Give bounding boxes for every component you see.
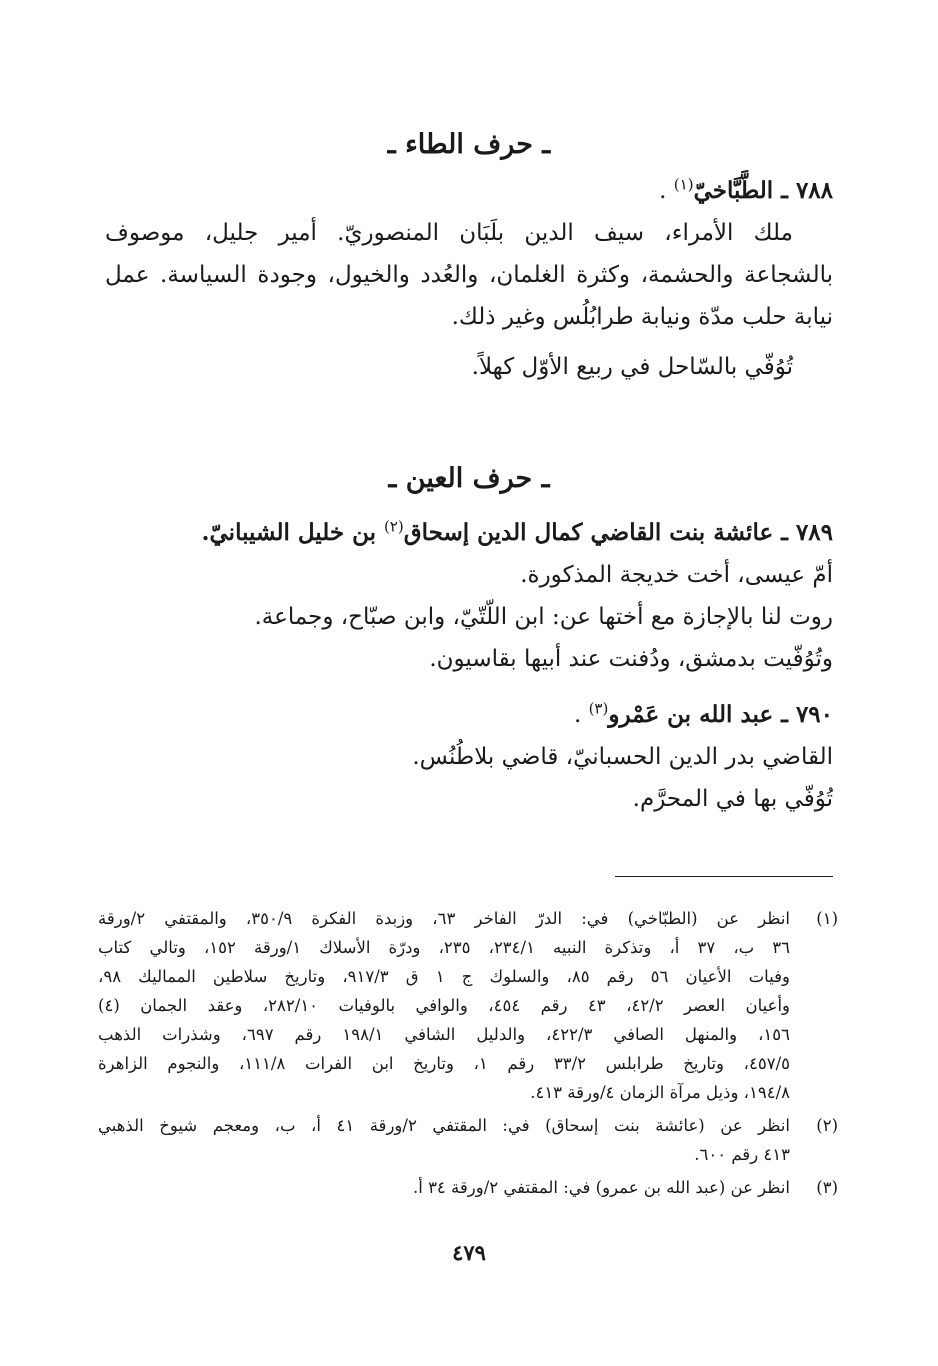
footnote-2-number: (٢): [816, 1116, 838, 1135]
footnote-2-line-2: ٤١٣ رقم ٦٠٠.: [694, 1145, 790, 1164]
entry-790-line-2: تُوُفّي بها في المحرَّم.: [632, 786, 833, 812]
section-heading-ain: [0, 462, 938, 496]
footnote-1: [98, 904, 838, 1107]
entry-788-line-2: بالشجاعة والحشمة، وكثرة الغلمان، والعُدد والخيول، وجودة السياسة. عمل: [105, 262, 833, 288]
footnote-3-number: (٣): [816, 1178, 838, 1197]
footnote-1-line-6: ٤٥٧/٥، وتاريخ طرابلس ٣٣/٢ رقم ١، وتاريخ ابن الفرات ١١١/٨، والنجوم الزاهرة: [98, 1054, 790, 1073]
footnote-1-line-5: ١٥٦، والمنهل الصافي ٤٢٢/٣، والدليل الشافي ١٩٨/١ رقم ٦٩٧، وشذرات الذهب: [98, 1025, 790, 1044]
entry-790: [105, 694, 833, 820]
footnote-1-line-3: وفيات الأعيان ٥٦ رقم ٨٥، والسلوك ج ١ ق ٩١٧/٣، وتاريخ سلاطين المماليك ٩٨،: [98, 967, 790, 986]
page-number: ٤٧٩: [452, 1240, 486, 1265]
footnote-2: [98, 1111, 838, 1169]
entry-789-line-3: وتُوُفّيت بدمشق، ودُفنت عند أبيها بقاسيون.: [429, 646, 833, 672]
footnote-3: [98, 1173, 838, 1202]
entry-789-line-2: روت لنا بالإجازة مع أختها عن: ابن اللّتّيّ، وابن صبّاح، وجماعة.: [254, 604, 833, 630]
entry-788-title-line: [105, 170, 833, 212]
footnote-separator: [615, 876, 833, 877]
entry-789-title-end: بن خليل الشيبانيّ.: [201, 519, 384, 546]
section-heading-ain-text: ـ حرف العين ـ: [388, 463, 550, 494]
footnotes: [98, 904, 838, 1202]
footnote-1-line-4: وأعيان العصر ٤٢/٢، ٤٣ رقم ٤٥٤، والوافي بالوفيات ٢٨٢/١٠، وعقد الجمان (٤): [98, 996, 790, 1015]
entry-790-title-line: [105, 694, 833, 736]
section-heading-ta: [0, 128, 938, 162]
entry-788-death: تُوُفّي بالسّاحل في ربيع الأوّل كهلاً.: [471, 354, 793, 380]
entry-789-line-1: أمّ عيسى، أخت خديجة المذكورة.: [520, 562, 833, 588]
entry-788-title: ٧٨٨ ـ الطَّبَّاخيّ: [693, 177, 833, 204]
entry-789: [105, 512, 833, 680]
footnote-1-number: (١): [816, 909, 838, 928]
entry-790-line-1: القاضي بدر الدين الحسبانيّ، قاضي بلاطُنُس.: [412, 744, 833, 770]
footnote-1-line-2: ٣٦ ب، ٣٧ أ، وتذكرة النبيه ٢٣٤/١، ٢٣٥، ودرّة الأسلاك ١/ورقة ١٥٢، وتالي كتاب: [98, 938, 791, 957]
entry-790-title-end: .: [573, 702, 589, 728]
footnote-1-line-7: ١٩٤/٨، وذيل مرآة الزمان ٤/ورقة ٤١٣.: [530, 1083, 790, 1102]
entry-789-title-line: [105, 512, 833, 554]
footnote-1-line-1: انظر عن (الطبّاخي) في: الدرّ الفاخر ٦٣، وزبدة الفكرة ٣٥٠/٩، والمقتفي ٢/ورقة: [98, 909, 791, 928]
entry-790-title: ٧٩٠ ـ عبد الله بن عَمْرو: [608, 701, 833, 728]
entry-789-note-ref[interactable]: (٢): [384, 517, 404, 536]
entry-788-line-1: ملك الأمراء، سيف الدين بلَبَان المنصوريّ. أمير جليل، موصوف: [105, 220, 793, 246]
entry-790-note-ref[interactable]: (٣): [588, 699, 609, 718]
footnote-2-line-1: انظر عن (عائشة بنت إسحاق) في: المقتفي ٢/ورقة ٤١ أ، ب، ومعجم شيوخ الذهبي: [98, 1116, 791, 1135]
entry-789-title: ٧٨٩ ـ عائشة بنت القاضي كمال الدين إسحاق: [403, 519, 833, 546]
entry-788: [105, 170, 833, 388]
entry-788-title-end: .: [659, 178, 674, 204]
entry-788-line-3: نيابة حلب مدّة ونيابة طرابُلُس وغير ذلك.: [451, 304, 833, 330]
section-heading-ta-text: ـ حرف الطاء ـ: [387, 129, 551, 160]
entry-788-note-ref[interactable]: (١): [673, 175, 694, 194]
footnote-3-line-1: انظر عن (عبد الله بن عمرو) في: المقتفي ٢/ورقة ٣٤ أ.: [412, 1178, 790, 1197]
